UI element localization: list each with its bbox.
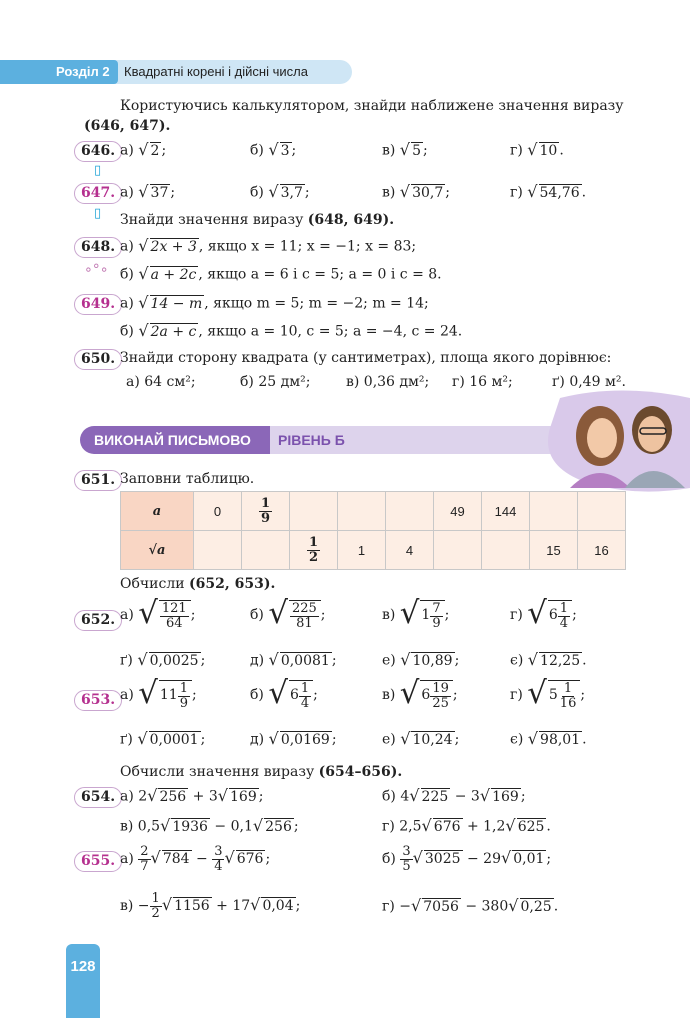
problem-655-a: а) $\frac{2}{7}$ √ 784 − $\frac{3}{4}$ √ 676 ; bbox=[120, 844, 271, 874]
table-row bbox=[121, 492, 626, 531]
calculator-icon: ▯ bbox=[94, 163, 102, 178]
problem-652-f: д) √ 0,0081 ; bbox=[250, 650, 337, 669]
table-cell bbox=[434, 531, 482, 570]
problem-number-649: 649. bbox=[74, 294, 122, 315]
problem-652-h: є) √ 12,25 . bbox=[510, 650, 587, 669]
problem-654-a: а) 2 √ 256 + 3 √ 169 ; bbox=[120, 786, 264, 805]
intro-calculator: Користуючись калькулятором, знайди наближене значення виразу bbox=[120, 98, 624, 114]
problem-655-b: б) $\frac{3}{5}$ √ 3025 − 29 √ 0,01 ; bbox=[382, 844, 552, 874]
page-number: 128 bbox=[66, 944, 100, 1018]
problem-number-647: 647. bbox=[74, 183, 122, 204]
problem-655-c: в) − $\frac{1}{2}$ √ 1156 + 17 √ 0,04 ; bbox=[120, 891, 301, 921]
intro-find-value: Знайди значення виразу (648, 649). bbox=[120, 212, 395, 228]
table-cell bbox=[386, 492, 434, 531]
problem-number-653: 653. bbox=[74, 690, 122, 711]
problem-653-f: д) √ 0,0169 ; bbox=[250, 729, 337, 748]
problem-646-c: в) √ 5 ; bbox=[382, 140, 428, 159]
level-banner: РІВЕНЬ Б bbox=[270, 426, 570, 454]
problem-653-b: б) √ 6 1 4 ; bbox=[250, 675, 318, 711]
problem-653-c: в) √ 6 19 25 ; bbox=[382, 675, 458, 711]
values-table bbox=[120, 491, 626, 570]
table-cell: 0 bbox=[194, 492, 242, 531]
problem-number-652: 652. bbox=[74, 610, 122, 631]
table-header-cell: √a bbox=[121, 531, 194, 570]
problem-653-g: е) √ 10,24 ; bbox=[382, 729, 460, 748]
chapter-tag: Розділ 2 bbox=[0, 60, 118, 84]
problem-654-c: в) 0,5 √ 1936 − 0,1 √ 256 ; bbox=[120, 816, 299, 835]
problem-number-650: 650. bbox=[74, 349, 122, 370]
problem-648-b: б) √ a + 2c , якщо a = 6 і c = 5; a = 0 і c = 8. bbox=[120, 264, 442, 283]
problem-654-b: б) 4 √ 225 − 3 √ 169 ; bbox=[382, 786, 526, 805]
problem-653-d: г) √ 5 1 16 ; bbox=[510, 675, 586, 711]
problem-647-b: б) √ 3,7 ; bbox=[250, 182, 310, 201]
problem-number-651: 651. bbox=[74, 470, 122, 491]
problem-649-a: а) √ 14 − m , якщо m = 5; m = −2; m = 14; bbox=[120, 293, 429, 312]
intro-compute-expr: Обчисли значення виразу (654–656). bbox=[120, 764, 403, 780]
table-cell: 49 bbox=[434, 492, 482, 531]
problem-650-item: г) 16 м²; bbox=[452, 374, 513, 390]
table-row bbox=[121, 531, 626, 570]
problem-652-e: ґ) √ 0,0025 ; bbox=[120, 650, 206, 669]
intro-calculator-range: (646, 647). bbox=[84, 118, 171, 134]
students-photo bbox=[540, 388, 695, 498]
problem-653-e: ґ) √ 0,0001 ; bbox=[120, 729, 206, 748]
problem-655-d: г) − √ 7056 − 380 √ 0,25 . bbox=[382, 896, 559, 915]
table-cell bbox=[338, 492, 386, 531]
group-work-icon: ∘°∘ bbox=[84, 262, 109, 278]
problem-652-g: е) √ 10,89 ; bbox=[382, 650, 460, 669]
problem-653-a: а) √ 11 1 9 ; bbox=[120, 675, 197, 711]
problem-646-b: б) √ 3 ; bbox=[250, 140, 297, 159]
problem-number-655: 655. bbox=[74, 851, 122, 872]
problem-number-646: 646. bbox=[74, 141, 122, 162]
table-cell bbox=[482, 531, 530, 570]
calculator-icon: ▯ bbox=[94, 206, 102, 221]
problem-647-c: в) √ 30,7 ; bbox=[382, 182, 450, 201]
table-cell: 144 bbox=[482, 492, 530, 531]
problem-650-item: а) 64 см²; bbox=[126, 374, 196, 390]
problem-646-a: а) √ 2 ; bbox=[120, 140, 167, 159]
problem-654-d: г) 2,5 √ 676 + 1,2 √ 625 . bbox=[382, 816, 551, 835]
table-cell: 1 bbox=[338, 531, 386, 570]
table-cell bbox=[242, 531, 290, 570]
table-header-cell: a bbox=[121, 492, 194, 531]
table-cell: $\frac{1}{2}$ bbox=[290, 531, 338, 570]
problem-647-a: а) √ 37 ; bbox=[120, 182, 176, 201]
problem-652-b: б) √ $\frac{225}{81}$ ; bbox=[250, 595, 326, 631]
problem-652-d: г) √ 6 1 4 ; bbox=[510, 595, 577, 631]
problem-648-a: а) √ 2x + 3 , якщо x = 11; x = −1; x = 83; bbox=[120, 236, 417, 255]
problem-646-d: г) √ 10 . bbox=[510, 140, 564, 159]
problem-652-a: а) √ $\frac{121}{64}$ ; bbox=[120, 595, 196, 631]
problem-number-648: 648. bbox=[74, 237, 122, 258]
problem-650-text: Знайди сторону квадрата (у сантиметрах), площа якого дорівнює: bbox=[120, 350, 612, 366]
table-cell: $\frac{1}{9}$ bbox=[242, 492, 290, 531]
intro-compute: Обчисли (652, 653). bbox=[120, 576, 276, 592]
problem-647-d: г) √ 54,76 . bbox=[510, 182, 587, 201]
problem-653-h: є) √ 98,01 . bbox=[510, 729, 587, 748]
table-cell: 15 bbox=[530, 531, 578, 570]
problem-650-item: б) 25 дм²; bbox=[240, 374, 311, 390]
chapter-title: Квадратні корені і дійсні числа bbox=[124, 64, 308, 79]
table-cell: 4 bbox=[386, 531, 434, 570]
table-cell: 16 bbox=[578, 531, 626, 570]
table-cell bbox=[290, 492, 338, 531]
problem-number-654: 654. bbox=[74, 787, 122, 808]
problem-649-b: б) √ 2a + c , якщо a = 10, c = 5; a = −4, c = 24. bbox=[120, 321, 463, 340]
table-cell bbox=[578, 492, 626, 531]
section-banner: ВИКОНАЙ ПИСЬМОВО bbox=[80, 426, 270, 454]
problem-652-c: в) √ 1 7 9 ; bbox=[382, 595, 450, 631]
problem-650-item: в) 0,36 дм²; bbox=[346, 374, 430, 390]
table-cell bbox=[194, 531, 242, 570]
problem-651-text: Заповни таблицю. bbox=[120, 471, 255, 487]
problem-650-item: ґ) 0,49 м². bbox=[552, 374, 626, 390]
table-cell bbox=[530, 492, 578, 531]
